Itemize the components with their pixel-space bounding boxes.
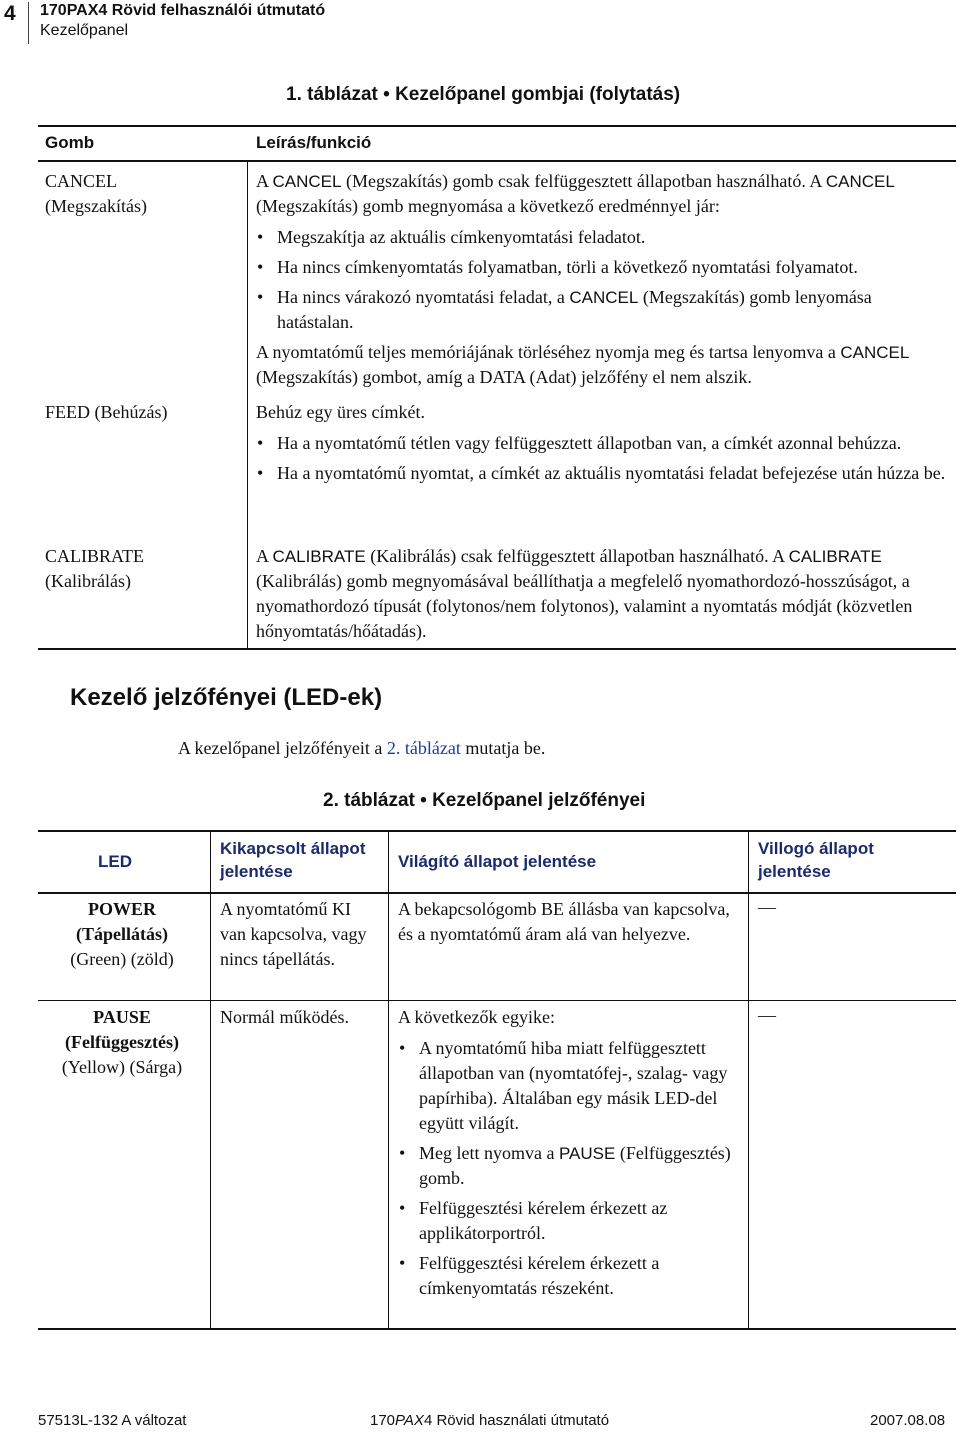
column-divider	[388, 830, 389, 1330]
description-paragraph: A nyomtatómű teljes memóriájának törléséhez nyomja meg és tartsa lenyomva a CANCEL (Megszakítás) gombot, amíg a DATA (Adat) jelzőfény el nem alszik.	[256, 342, 910, 387]
power-off-meaning: A nyomtatómű KI van kapcsolva, vagy nincs tápellátás.	[220, 899, 367, 969]
led-color: (Green) (zöld)	[70, 949, 174, 969]
button-name-line: (Kalibrálás)	[45, 571, 131, 591]
table2-link[interactable]: 2. táblázat	[386, 738, 461, 758]
bullet-list	[398, 1036, 738, 1301]
bullet-item: • Meg lett nyomva a PAUSE (Felfüggesztés) gomb.	[398, 1141, 738, 1191]
power-blink-meaning: —	[758, 897, 776, 917]
description-paragraph: A CALIBRATE (Kalibrálás) csak felfüggesztett állapotban használható. A CALIBRATE (Kalibrálás) gomb megnyomásával beállíthatja a megfelelő nyomathordozó-hosszúságot, a nyomathordozó típusát (folytonos/nem folytonos), valamint a nyomtatás módját (közvetlen hőnyomtatás/hőátadás).	[256, 546, 913, 641]
led-name-line: (Felfüggesztés)	[65, 1032, 179, 1052]
column-header-button: Gomb	[45, 133, 95, 152]
description-paragraph: A CANCEL (Megszakítás) gomb csak felfüggesztett állapotban használható. A CANCEL (Megszakítás) gomb megnyomása a következő eredménnyel jár:	[256, 171, 895, 216]
table1-caption: 1. táblázat • Kezelőpanel gombjai (folytatás)	[286, 84, 681, 105]
led-name-power	[42, 897, 202, 972]
button-name-cancel	[45, 169, 147, 219]
button-name-line: FEED (Behúzás)	[45, 402, 168, 422]
table-rule	[38, 1000, 956, 1001]
column-divider	[748, 830, 749, 1330]
pause-on-meaning	[398, 1005, 738, 1306]
led-name-pause	[42, 1005, 202, 1080]
section-heading: Kezelő jelzőfényei (LED-ek)	[70, 684, 383, 711]
bullet-item: • Felfüggesztési kérelem érkezett az applikátorportról.	[398, 1196, 738, 1246]
led-name-line: POWER	[87, 899, 156, 919]
description-cancel	[256, 169, 946, 390]
button-name-calibrate	[45, 544, 144, 594]
bullet-list	[256, 431, 946, 486]
header-divider	[28, 2, 29, 44]
led-table	[38, 830, 956, 1330]
led-name-line: (Tápellátás)	[76, 924, 168, 944]
column-header-off: Kikapcsolt állapot jelentése	[220, 839, 366, 881]
button-name-line: (Megszakítás)	[45, 196, 147, 216]
button-name-feed	[45, 400, 167, 425]
column-header-led: LED	[98, 852, 132, 871]
bullet-item: • Ha nincs várakozó nyomtatási feladat, a CANCEL (Megszakítás) gomb lenyomása hatástalan.	[256, 285, 946, 335]
column-divider	[247, 162, 248, 648]
bullet-item: • Ha a nyomtatómű nyomtat, a címkét az aktuális nyomtatási feladat befejezése után húzza be.	[256, 461, 946, 486]
table1-body	[38, 162, 956, 650]
column-header-description: Leírás/funkció	[256, 133, 372, 152]
bullet-item: • Felfüggesztési kérelem érkezett a címkenyomtatás részeként.	[398, 1251, 738, 1301]
page-number: 4	[4, 2, 16, 25]
section-intro: A kezelőpanel jelzőfényeit a 2. táblázat mutatja be.	[178, 738, 546, 758]
pause-on-intro: A következők egyike:	[398, 1007, 555, 1027]
document-subtitle: Kezelőpanel	[40, 22, 129, 39]
column-divider	[210, 830, 211, 1330]
table-rule	[38, 1328, 956, 1330]
description-calibrate	[256, 544, 946, 644]
document-title: 170PAX4 Rövid felhasználói útmutató	[40, 2, 326, 19]
description-paragraph: Behúz egy üres címkét.	[256, 402, 425, 422]
led-color: (Yellow) (Sárga)	[61, 1057, 183, 1077]
table1-header	[38, 125, 956, 162]
pause-off-meaning: Normál működés.	[220, 1007, 349, 1027]
column-header-on: Világító állapot jelentése	[398, 852, 597, 871]
pause-blink-meaning: —	[758, 1005, 776, 1025]
table-rule	[38, 830, 956, 832]
bullet-item: • Ha a nyomtatómű tétlen vagy felfüggesztett állapotban van, a címkét azonnal behúzza.	[256, 431, 946, 456]
column-header-blink: Villogó állapot jelentése	[758, 839, 874, 881]
table-rule	[38, 892, 956, 894]
button-name-line: CALIBRATE	[45, 546, 144, 566]
description-feed	[256, 400, 946, 491]
bullet-list	[256, 225, 946, 335]
buttons-table	[38, 125, 956, 650]
footer-center: 170PAX4 Rövid használati útmutató	[370, 1412, 610, 1429]
led-name-line: PAUSE	[93, 1007, 151, 1027]
footer-right: 2007.08.08	[870, 1412, 946, 1429]
bullet-item: • A nyomtatómű hiba miatt felfüggesztett állapotban van (nyomtatófej-, szalag- vagy papírhiba). Általában egy másik LED-del együtt világít.	[398, 1036, 738, 1136]
bullet-item: • Megszakítja az aktuális címkenyomtatási feladatot.	[256, 225, 946, 250]
footer-left: 57513L-132 A változat	[38, 1412, 187, 1429]
power-on-meaning: A bekapcsológomb BE állásba van kapcsolva, és a nyomtatómű áram alá van helyezve.	[398, 899, 730, 944]
table2-caption: 2. táblázat • Kezelőpanel jelzőfényei	[323, 790, 646, 811]
bullet-item: • Ha nincs címkenyomtatás folyamatban, törli a következő nyomtatási folyamatot.	[256, 255, 946, 280]
button-name-line: CANCEL	[45, 171, 117, 191]
